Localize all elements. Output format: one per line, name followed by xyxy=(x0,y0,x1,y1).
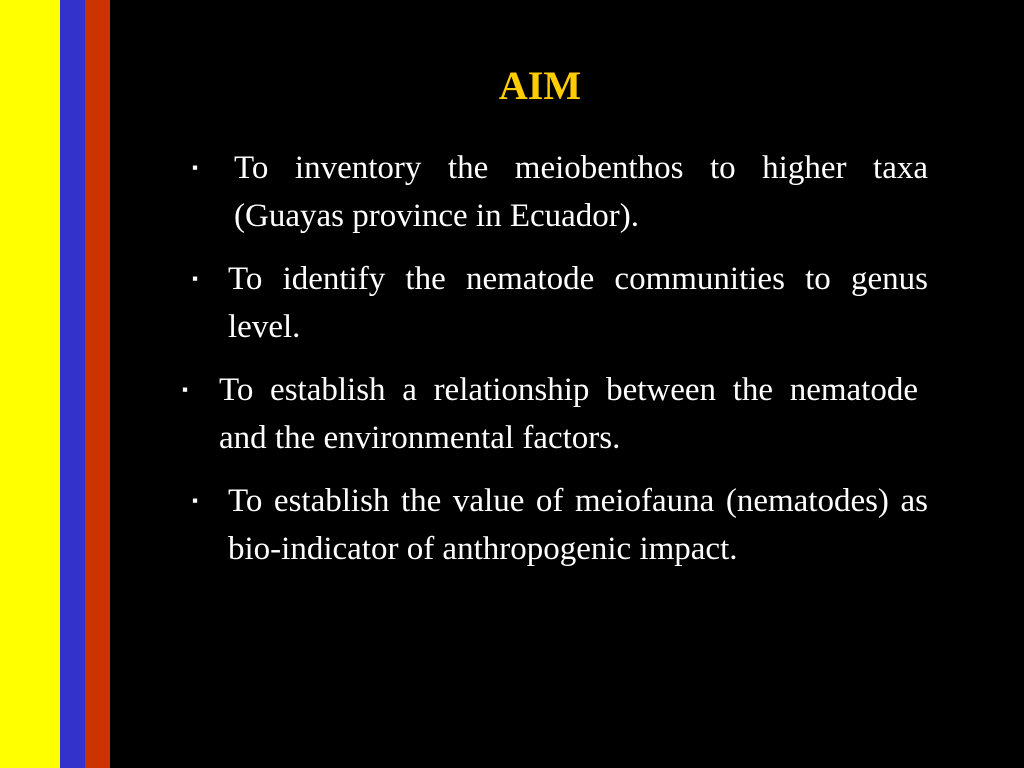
bullet-text: To establish the value of meiofauna (nematodes) as bio-indicator of anthropogenic impact. xyxy=(228,483,928,567)
blue-stripe xyxy=(60,0,85,768)
square-bullet-icon: ▪ xyxy=(192,158,199,177)
slide-title: AIM xyxy=(498,63,582,108)
square-bullet-icon: ▪ xyxy=(192,491,199,510)
bullet-text: To establish a relationship between the nematode and the environmental factors. xyxy=(219,372,918,456)
bullet-text: To inventory the meiobenthos to higher taxa (Guayas province in Ecuador). xyxy=(234,150,928,234)
yellow-stripe xyxy=(0,0,60,768)
bullet-item xyxy=(192,477,928,573)
bullet-item xyxy=(182,366,918,462)
square-bullet-icon: ▪ xyxy=(182,380,189,399)
red-stripe xyxy=(85,0,110,768)
bullet-text: To identify the nematode communities to genus level. xyxy=(228,261,928,345)
bullet-item xyxy=(192,255,928,351)
bullet-item xyxy=(192,144,928,240)
square-bullet-icon: ▪ xyxy=(192,269,199,288)
